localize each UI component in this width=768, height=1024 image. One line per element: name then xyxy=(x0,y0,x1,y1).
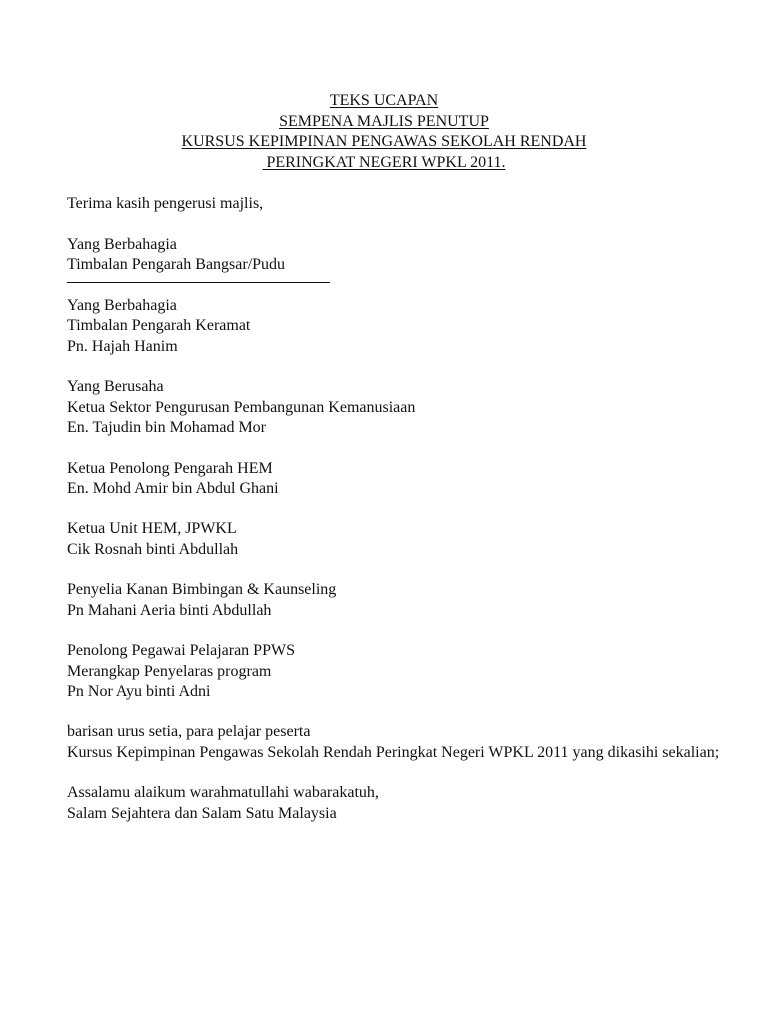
opening-paragraph xyxy=(67,194,727,214)
greeting-paragraph xyxy=(67,783,727,824)
closing-address-paragraph xyxy=(67,722,727,763)
guest-1-line-2: Timbalan Pengarah Bangsar/Pudu xyxy=(67,255,286,273)
guest-6-line-2: Pn Mahani Aeria binti Abdullah xyxy=(67,601,272,619)
guest-7-line-2: Merangkap Penyelaras program xyxy=(67,662,272,680)
speech-body xyxy=(67,194,727,824)
blank-name-line xyxy=(67,281,330,283)
guest-3-line-3: En. Tajudin bin Mohamad Mor xyxy=(67,418,267,436)
guest-5-line-2: Cik Rosnah binti Abdullah xyxy=(67,540,239,558)
guest-4-line-1: Ketua Penolong Pengarah HEM xyxy=(67,459,273,477)
heading-line-2: SEMPENA MAJLIS PENUTUP xyxy=(279,112,489,130)
greeting-line-1: Assalamu alaikum warahmatullahi wabarakatuh, xyxy=(67,784,379,802)
heading-line-3: KURSUS KEPIMPINAN PENGAWAS SEKOLAH RENDAH xyxy=(181,133,587,150)
closing-address-line-1: barisan urus setia, para pelajar peserta xyxy=(67,723,311,741)
document-heading xyxy=(0,91,768,173)
guest-1-line-1: Yang Berbahagia xyxy=(67,235,177,253)
guest-5-line-1: Ketua Unit HEM, JPWKL xyxy=(67,520,237,538)
guest-block-4 xyxy=(67,459,727,500)
heading-line-4: PERINGKAT NEGERI WPKL 2011. xyxy=(262,153,506,171)
guest-3-line-2: Ketua Sektor Pengurusan Pembangunan Kemanusiaan xyxy=(67,398,416,416)
guest-3-line-1: Yang Berusaha xyxy=(67,378,164,396)
guest-block-1 xyxy=(67,235,727,284)
guest-6-line-1: Penyelia Kanan Bimbingan & Kaunseling xyxy=(67,581,337,599)
guest-4-line-2: En. Mohd Amir bin Abdul Ghani xyxy=(67,479,279,497)
guest-block-2 xyxy=(67,296,727,357)
guest-2-line-2: Timbalan Pengarah Keramat xyxy=(67,317,251,335)
heading-line-1: TEKS UCAPAN xyxy=(329,92,439,109)
guest-2-line-1: Yang Berbahagia xyxy=(67,297,177,315)
guest-2-line-3: Pn. Hajah Hanim xyxy=(67,337,178,355)
guest-7-line-1: Penolong Pegawai Pelajaran PPWS xyxy=(67,642,295,660)
opening-line: Terima kasih pengerusi majlis, xyxy=(67,195,264,212)
guest-block-3 xyxy=(67,377,727,438)
guest-block-6 xyxy=(67,580,727,621)
greeting-line-2: Salam Sejahtera dan Salam Satu Malaysia xyxy=(67,804,337,822)
guest-block-7 xyxy=(67,641,727,702)
guest-7-line-3: Pn Nor Ayu binti Adni xyxy=(67,682,211,700)
closing-address-line-2: Kursus Kepimpinan Pengawas Sekolah Rendah Peringkat Negeri WPKL 2011 yang dikasihi sekalian; xyxy=(67,743,720,761)
guest-block-5 xyxy=(67,519,727,560)
